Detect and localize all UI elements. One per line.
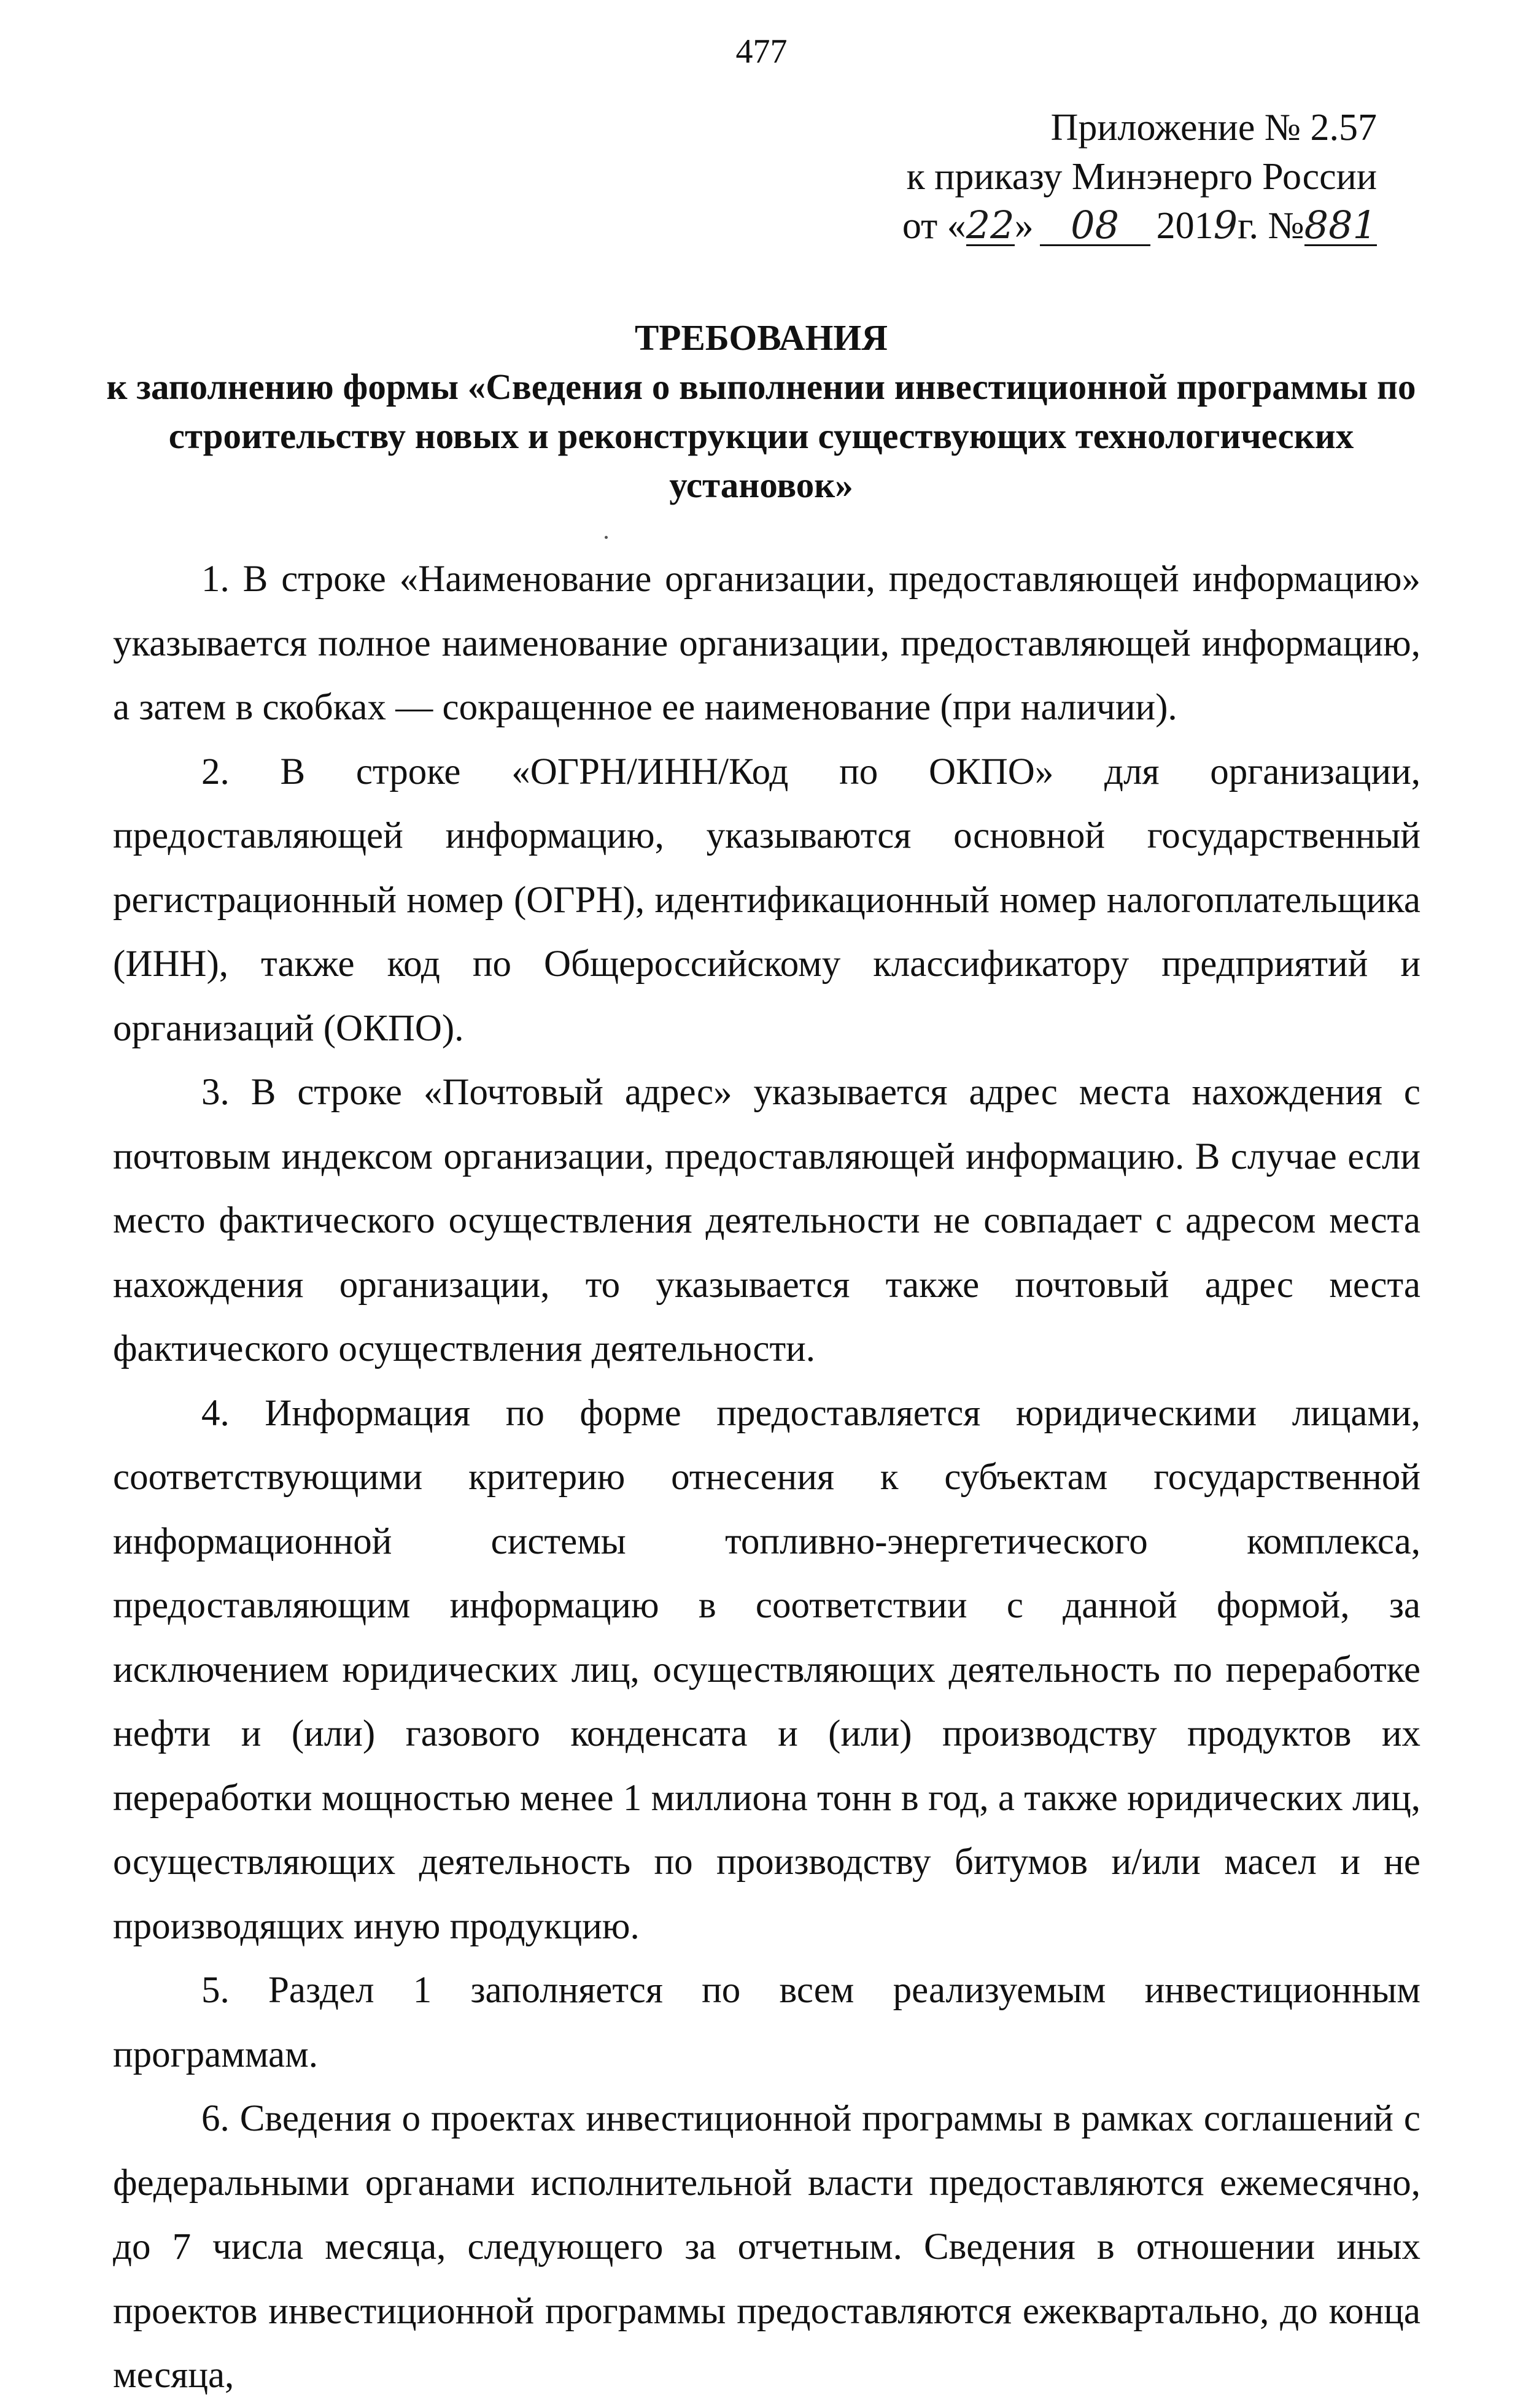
title-subheading: к заполнению формы «Сведения о выполнении инвестиционной программы по строительству новых и реконструкции существующих технологических установок»	[106, 366, 1416, 505]
appendix-header	[902, 103, 1377, 250]
paragraph-6: 6. Сведения о проектах инвестиционной программы в рамках соглашений с федеральными органами исполнительной власти предоставляются ежемесячно, до 7 числа месяца, следующего за отчетным. Сведения в отношении иных проектов инвестиционной программы предоставляются ежеквартально, до конца месяца,	[113, 2098, 1420, 2396]
scan-speck	[605, 536, 608, 539]
order-number-handwritten: 881	[1304, 203, 1377, 247]
appendix-order-ref: к приказу Минэнерго России	[906, 156, 1377, 198]
paragraph-5: 5. Раздел 1 заполняется по всем реализуемым инвестиционным программам.	[113, 1970, 1420, 2075]
page-number: 477	[735, 33, 788, 71]
paragraph-4: 4. Информация по форме предоставляется юридическими лицами, соответствующими критерию отнесения к субъектам государственной информационной системы топливно-энергетического комплекса, предоставляющим информацию в соответствии с данной формой, за исключением юридических лиц, осуществляющих деятельность по переработке нефти и (или) газового конденсата и (или) производству продуктов их переработки мощностью менее 1 миллиона тонн в год, а также юридических лиц, осуществляющих деятельность по производству битумов и/или масел и не производящих иную продукцию.	[113, 1392, 1420, 1947]
paragraph-3: 3. В строке «Почтовый адрес» указывается адрес места нахождения с почтовым индексом организации, предоставляющей информацию. В случае если место фактического осуществления деятельности не совпадает с адресом места нахождения организации, то указывается также почтовый адрес места фактического осуществления деятельности.	[113, 1072, 1420, 1369]
date-year-handwritten: 9	[1213, 203, 1238, 247]
requirements-body	[113, 548, 1420, 2408]
appendix-date-line	[902, 201, 1377, 250]
date-month-handwritten: 08	[1040, 206, 1150, 246]
date-day-handwritten: 22	[966, 203, 1015, 247]
appendix-number: Приложение № 2.57	[1050, 107, 1377, 149]
date-mid: »	[1014, 205, 1034, 247]
paragraph-2: 2. В строке «ОГРН/ИНН/Код по ОКПО» для организации, предоставляющей информацию, указываются основной государственный регистрационный номер (ОГРН), идентификационный номер налогоплательщика (ИНН), также код по Общероссийскому классификатору предприятий и организаций (ОКПО).	[113, 751, 1420, 1049]
date-prefix: от «	[902, 205, 966, 247]
document-title	[104, 313, 1418, 509]
date-year-prefix: 201	[1156, 205, 1214, 247]
date-number-prefix: г. №	[1238, 205, 1304, 247]
paragraph-1: 1. В строке «Наименование организации, предоставляющей информацию» указывается полное наименование организации, предоставляющей информацию, а затем в скобках — сокращенное ее наименование (при наличии).	[113, 559, 1420, 728]
title-heading: ТРЕБОВАНИЯ	[635, 317, 888, 358]
